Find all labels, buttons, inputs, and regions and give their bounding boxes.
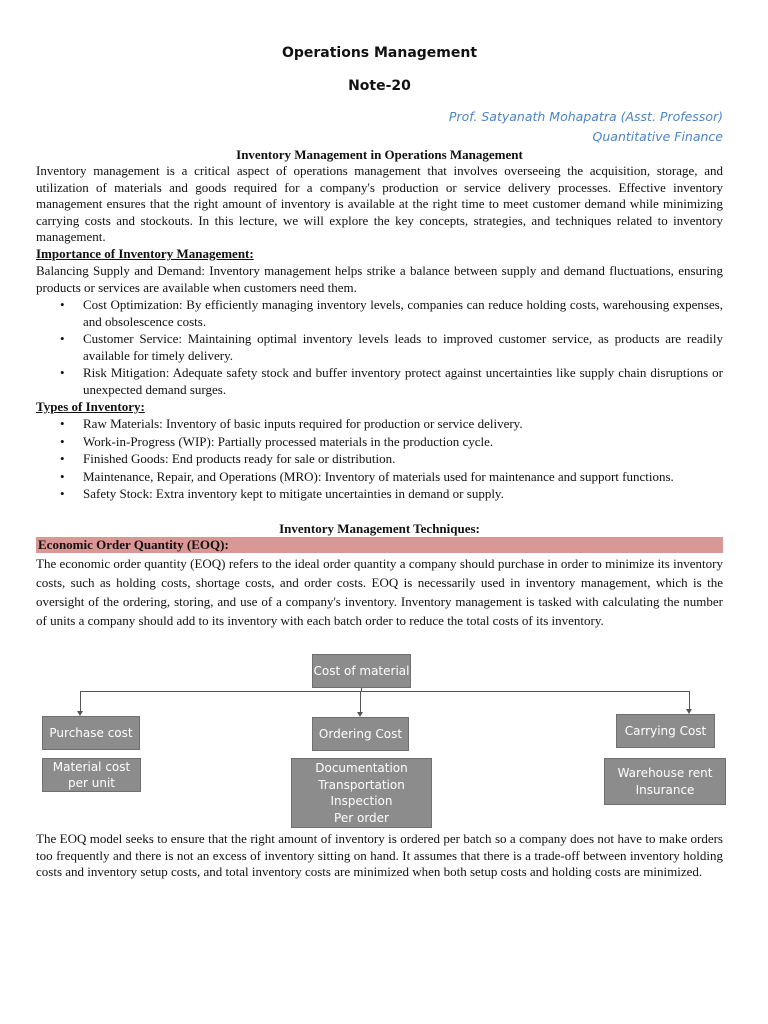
connector-line (360, 691, 361, 712)
cost-diagram (36, 650, 723, 830)
author-department: Quantitative Finance (592, 129, 723, 144)
importance-list (36, 297, 723, 399)
list-item: • Cost Optimization: By efficiently managing inventory levels, companies can reduce holding costs, warehousing expenses, and obsolescence costs. (36, 297, 723, 330)
ordering-details-box (291, 758, 432, 828)
list-item: • Risk Mitigation: Adequate safety stock and buffer inventory protect against uncertainties like supply chain disruptions or unexpected demand surges. (36, 365, 723, 398)
connector-line (80, 691, 81, 711)
purchase-cost-box: Purchase cost (42, 716, 140, 750)
material-cost-box: Material cost per unit (42, 758, 141, 792)
ordering-detail: Documentation (315, 761, 408, 775)
carrying-cost-box: Carrying Cost (616, 714, 715, 748)
connector-line (689, 691, 690, 709)
types-list (36, 416, 723, 504)
types-heading: Types of Inventory: (36, 399, 145, 414)
importance-lead: Balancing Supply and Demand: Inventory management helps strike a balance between supply and demand fluctuations, ensuring products or services are available when customers need them. (36, 263, 723, 295)
carrying-detail: Warehouse rent (617, 766, 713, 780)
ordering-cost-box: Ordering Cost (312, 717, 409, 751)
list-item: • Work-in-Progress (WIP): Partially processed materials in the production cycle. (36, 434, 723, 451)
list-item: • Safety Stock: Extra inventory kept to mitigate uncertainties in demand or supply. (36, 486, 723, 503)
ordering-detail: Inspection (330, 794, 393, 808)
document-title: Operations Management (281, 45, 478, 61)
carrying-details-box (604, 758, 726, 805)
eoq-heading: Economic Order Quantity (EOQ): (36, 537, 723, 553)
cost-of-material-box: Cost of material (312, 654, 411, 688)
techniques-heading: Inventory Management Techniques: (279, 521, 480, 536)
ordering-detail: Transportation (318, 777, 405, 792)
list-item: • Finished Goods: End products ready for sale or distribution. (36, 451, 723, 468)
connector-line (80, 691, 690, 692)
importance-heading: Importance of Inventory Management: (36, 246, 254, 261)
list-item: • Raw Materials: Inventory of basic inputs required for production or service delivery. (36, 416, 723, 433)
ordering-detail: Per order (334, 810, 389, 825)
eoq-paragraph: The economic order quantity (EOQ) refers to the ideal order quantity a company should purchase in order to minimize its inventory costs, such as holding costs, shortage costs, and order costs. EOQ is necessarily used in inventory management, which is the oversight of the ordering, storing, and use of a company's inventory. Inventory management is tasked with calculating the number of units a company should add to its inventory with each batch order to reduce the total costs of its inventory. (36, 556, 723, 628)
list-item: • Maintenance, Repair, and Operations (MRO): Inventory of materials used for maintenance and support functions. (36, 469, 723, 486)
list-item: • Customer Service: Maintaining optimal inventory levels leads to improved customer service, as products are readily available for timely delivery. (36, 331, 723, 364)
note-number: Note-20 (348, 78, 411, 94)
author-name: Prof. Satyanath Mohapatra (Asst. Professor) (448, 109, 723, 124)
main-heading: Inventory Management in Operations Management (236, 147, 523, 162)
carrying-detail: Insurance (635, 782, 695, 797)
intro-paragraph: Inventory management is a critical aspect of operations management that involves overseeing the acquisition, storage, and utilization of materials and goods required for a company's production or service delivery processes. Effective inventory management ensures that the right amount of inventory is available at the right time to meet customer demand while minimizing carrying costs and stockouts. In this lecture, we will explore the key concepts, strategies, and techniques related to inventory management. (36, 163, 723, 244)
conclusion-paragraph: The EOQ model seeks to ensure that the right amount of inventory is ordered per batch so a company does not have to make orders too frequently and there is not an excess of inventory sitting on hand. It assumes that there is a trade-off between inventory holding costs and inventory setup costs, and total inventory costs are minimized when both setup costs and holding costs are minimized. (36, 831, 723, 879)
